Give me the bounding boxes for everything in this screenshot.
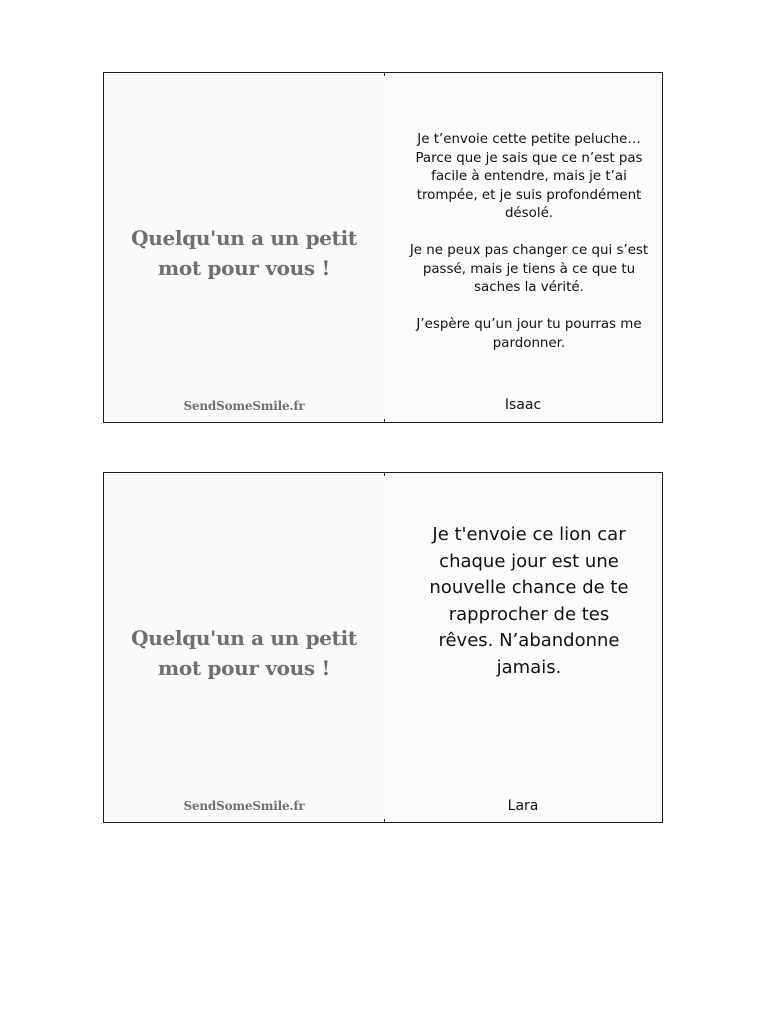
message-paragraph-2: Je ne peux pas changer ce qui s’est passé, mais je tiens à ce que tu saches la vérité. (409, 243, 649, 295)
headline-line-2: mot pour vous ! (157, 256, 331, 280)
fold-mark-top (384, 72, 385, 76)
signer-name: Isaac (504, 397, 542, 413)
message-paragraph-3: J’espère qu’un jour tu pourras me pardonner. (416, 317, 642, 351)
fold-mark-bottom (384, 819, 385, 823)
card-message (404, 131, 654, 372)
greeting-card-1 (103, 72, 663, 423)
card-headline (114, 623, 374, 683)
signer-name: Lara (507, 798, 539, 814)
message-paragraph-1: Je t’envoie cette petite peluche… Parce que je sais que ce n’est pas facile à entendre, mais je t’ai trompée, et je suis profondément désolé. (415, 132, 643, 221)
card-headline (114, 223, 374, 283)
fold-mark-bottom (384, 419, 385, 423)
headline-line-2: mot pour vous ! (157, 656, 331, 680)
fold-mark-top (384, 472, 385, 476)
card-message: Je t'envoie ce lion car chaque jour est une nouvelle chance de te rapprocher de tes rêves. N’abandonne jamais. (429, 524, 629, 678)
greeting-card-2 (103, 472, 663, 823)
headline-line-1: Quelqu'un a un petit (131, 626, 357, 650)
headline-line-1: Quelqu'un a un petit (131, 226, 357, 250)
brand-name: SendSomeSmile.fr (183, 399, 305, 413)
brand-name: SendSomeSmile.fr (183, 799, 305, 813)
